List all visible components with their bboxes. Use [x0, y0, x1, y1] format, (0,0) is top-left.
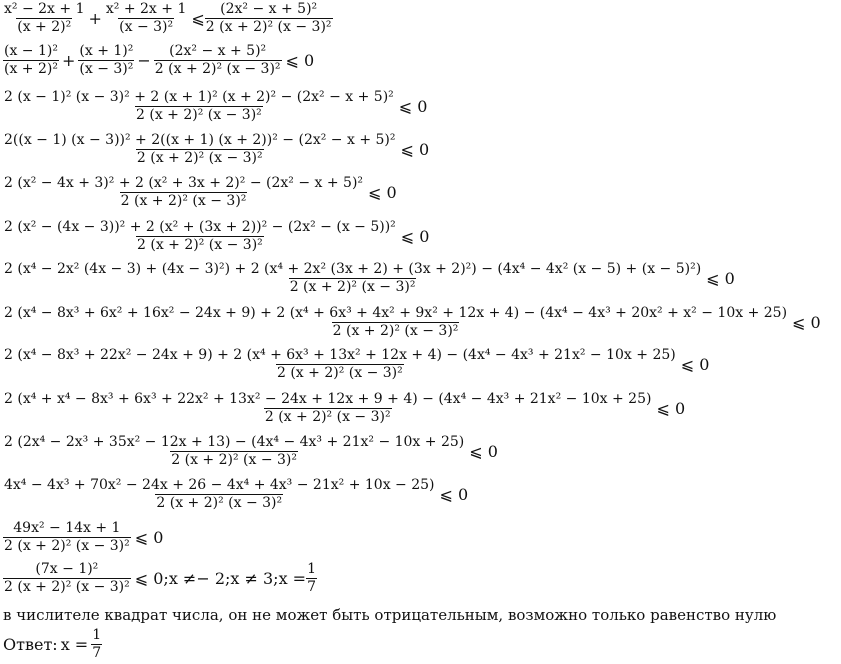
derivation-line: [3, 348, 709, 381]
denominator: 2 (x + 2)² (x − 3)²: [264, 409, 391, 425]
operator: ⩽: [191, 9, 205, 28]
fraction: [154, 44, 282, 77]
fraction: [306, 562, 317, 595]
denominator: 2 (x + 2)² (x − 3)²: [137, 237, 263, 253]
operator: +: [61, 51, 76, 70]
derivation-line: [3, 133, 429, 166]
operator: ⩽ 0: [469, 442, 498, 461]
denominator: 2 (x + 2)² (x − 3)²: [205, 19, 332, 35]
operator: ⩽ 0: [134, 528, 164, 547]
numerator: 2 (x² − 4x + 3)² + 2 (x² + 3x + 2)² − (2x² − x + 5)²: [4, 175, 364, 191]
numerator: 2 (x⁴ − 8x³ + 22x² − 24x + 9) + 2 (x⁴ + 6x³ + 13x² + 12x + 4) − (4x⁴ − 4x³ + 21x² − 10x + 25): [4, 347, 676, 363]
numerator: 2 (x² − (4x − 3))² + 2 (x² + (3x + 2))² − (2x² − (x − 5))²: [4, 219, 396, 235]
answer-label: Ответ:: [3, 635, 58, 654]
operator: ⩽ 0: [792, 313, 821, 332]
denominator: 2 (x + 2)² (x − 3)²: [289, 279, 416, 295]
denominator: (x + 2)²: [4, 61, 58, 77]
numerator: 2((x − 1) (x − 3))² + 2((x + 1) (x + 2))² − (2x² − x + 5)²: [4, 132, 396, 148]
fraction: [3, 521, 131, 554]
numerator: 2 (2x⁴ − 2x³ + 35x² − 12x + 13) − (4x⁴ − 4x³ + 21x² − 10x + 25): [4, 434, 465, 450]
fraction: [3, 306, 788, 339]
derivation-line: [3, 262, 735, 295]
fraction: [105, 2, 187, 35]
numerator: (7x − 1)²: [35, 561, 99, 577]
fraction: [3, 44, 59, 77]
fraction: [3, 392, 652, 425]
answer-line: [3, 628, 102, 661]
fraction: [3, 435, 465, 468]
numerator: 1: [92, 627, 102, 643]
denominator: 7: [307, 579, 316, 595]
derivation-line: [3, 220, 429, 253]
derivation-line: [3, 176, 397, 209]
fraction: [3, 176, 364, 209]
numerator: x² − 2x + 1: [4, 1, 85, 17]
numerator: 2 (x⁴ − 8x³ + 6x² + 16x² − 24x + 9) + 2 (x⁴ + 6x³ + 4x² + 9x² + 12x + 4) − (4x⁴ − 4x³ + 20x² + x² − 10x + 25): [4, 305, 788, 321]
explanation-note: в числителе квадрат числа, он не может быть отрицательным, возможно только равенство нулю: [3, 606, 777, 624]
operator: ⩽ 0: [706, 269, 735, 288]
fraction: [3, 133, 397, 166]
denominator: 2 (x + 2)² (x − 3)²: [156, 495, 283, 511]
derivation-line: [3, 306, 821, 339]
fraction: [3, 90, 395, 123]
answer-fraction: [91, 628, 102, 661]
denominator: (x − 3)²: [119, 19, 174, 35]
fraction: [3, 348, 677, 381]
operator: ⩽ 0;x ≠− 2;x ≠ 3;x =: [134, 569, 307, 588]
fraction: [3, 562, 131, 595]
denominator: 2 (x + 2)² (x − 3)²: [120, 193, 247, 209]
denominator: 2 (x + 2)² (x − 3)²: [136, 150, 263, 166]
numerator: 49x² − 14x + 1: [13, 520, 121, 536]
operator: ⩽ 0: [400, 140, 430, 159]
numerator: 2 (x⁴ + x⁴ − 8x³ + 6x³ + 22x² + 13x² − 24x + 12x + 9 + 4) − (4x⁴ − 4x³ + 21x² − 10x + 25): [4, 391, 652, 407]
numerator: x² + 2x + 1: [105, 1, 187, 17]
denominator: (x + 2)²: [17, 19, 72, 35]
denominator: 2 (x + 2)² (x − 3)²: [332, 323, 459, 339]
denominator: 2 (x + 2)² (x − 3)²: [154, 61, 281, 77]
numerator: (2x² − x + 5)²: [220, 1, 318, 17]
denominator: 2 (x + 2)² (x − 3)²: [171, 452, 297, 468]
operator: ⩽ 0: [368, 183, 397, 202]
fraction: [3, 262, 702, 295]
operator: ⩽ 0: [285, 51, 315, 70]
denominator: 2 (x + 2)² (x − 3)²: [4, 538, 130, 554]
numerator: 4x⁴ − 4x³ + 70x² − 24x + 26 − 4x⁴ + 4x³ − 21x² + 10x − 25): [4, 477, 435, 493]
operator: ⩽ 0: [680, 355, 710, 374]
operator: ⩽ 0: [400, 227, 430, 246]
operator: ⩽ 0: [398, 97, 428, 116]
denominator: 2 (x + 2)² (x − 3)²: [276, 365, 403, 381]
operator: +: [88, 9, 102, 28]
numerator: (x − 1)²: [4, 43, 58, 59]
numerator: (x + 1)²: [79, 43, 134, 59]
operator: ⩽ 0: [439, 485, 469, 504]
denominator: 2 (x + 2)² (x − 3)²: [4, 579, 130, 595]
derivation-line: [3, 392, 685, 425]
numerator: 2 (x⁴ − 2x² (4x − 3) + (4x − 3)²) + 2 (x⁴ + 2x² (3x + 2) + (3x + 2)²) − (4x⁴ − 4x² (x − 5) + (x − 5)²): [4, 261, 702, 277]
fraction: [205, 2, 333, 35]
numerator: (2x² − x + 5)²: [169, 43, 267, 59]
denominator: 7: [92, 645, 102, 661]
fraction: [3, 2, 85, 35]
derivation-line: [3, 2, 333, 35]
derivation-line: [3, 478, 468, 511]
fraction: [3, 478, 436, 511]
derivation-line: [3, 562, 317, 595]
derivation-line: [3, 521, 163, 554]
denominator: 2 (x + 2)² (x − 3)²: [136, 107, 262, 123]
fraction: [3, 220, 397, 253]
operator: ⩽ 0: [656, 399, 686, 418]
derivation-line: [3, 44, 314, 77]
numerator: 1: [307, 561, 316, 577]
derivation-line: [3, 90, 427, 123]
derivation-line: [3, 435, 498, 468]
answer-variable: x =: [60, 635, 89, 654]
denominator: (x − 3)²: [79, 61, 134, 77]
operator: −: [137, 51, 151, 70]
fraction: [78, 44, 134, 77]
numerator: 2 (x − 1)² (x − 3)² + 2 (x + 1)² (x + 2)² − (2x² − x + 5)²: [4, 89, 394, 105]
